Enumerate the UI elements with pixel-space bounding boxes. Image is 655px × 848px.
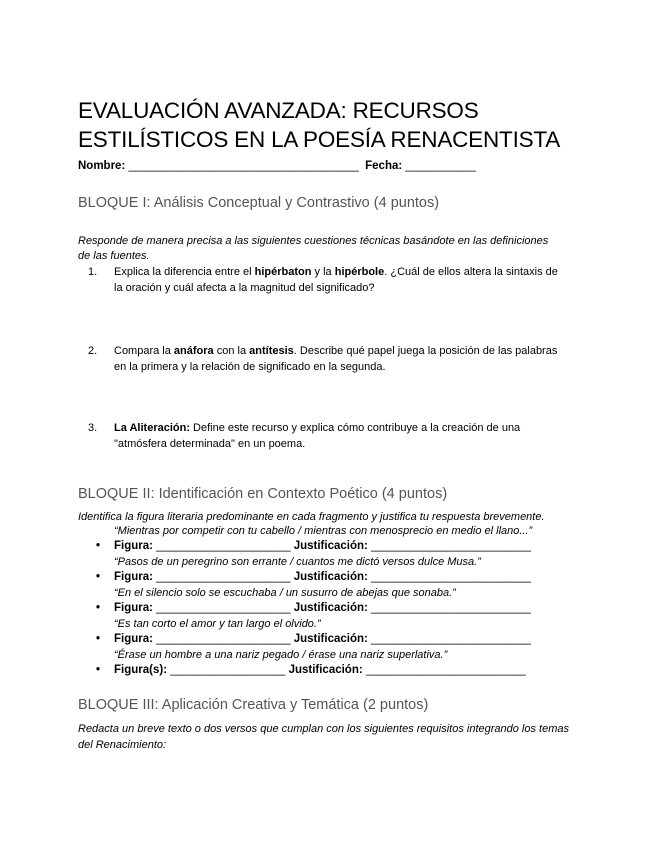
block2-heading: BLOQUE II: Identificación en Contexto Poético (4 puntos) [78, 486, 448, 502]
justificacion-blank[interactable]: _________________________ [371, 540, 531, 552]
poem-quote-1: “Mientras por competir con tu cabello / mientras con menosprecio en medio el llano...” [114, 525, 533, 537]
bullet-icon: • [96, 571, 101, 583]
figura-blank[interactable]: _____________________ [156, 602, 291, 614]
page-title: EVALUACIÓN AVANZADA: RECURSOS ESTILÍSTICOS EN LA POESÍA RENACENTISTA [78, 98, 561, 152]
poem-quote-4: “Es tan corto el amor y tan largo el olvido.” [114, 618, 321, 630]
block3-heading: BLOQUE III: Aplicación Creativa y Temática (2 puntos) [78, 697, 429, 713]
nombre-label: Nombre: [78, 160, 126, 172]
block2-instruction: Identifica la figura literaria predominante en cada fragmento y justifica tu respuesta brevemente. [78, 511, 545, 523]
answer-row-5: • Figura(s): __________________ Justificación: _________________________ [96, 664, 526, 676]
fecha-label: Fecha: [365, 160, 403, 172]
poem-quote-2: “Pasos de un peregrino son errante / cuantos me dictó versos dulce Musa.” [114, 556, 481, 568]
bullet-icon: • [96, 633, 101, 645]
poem-quote-3: “En el silencio solo se escuchaba / un susurro de abejas que sonaba.” [114, 587, 456, 599]
answer-row-1: • Figura: _____________________ Justificación: _________________________ [96, 540, 531, 552]
figura-blank[interactable]: _____________________ [156, 540, 291, 552]
bullet-icon: • [96, 602, 101, 614]
justificacion-blank[interactable]: _________________________ [371, 633, 531, 645]
poem-quote-5: “Érase un hombre a una nariz pegado / érase una nariz superlativa.” [114, 649, 448, 661]
question-text: Explica la diferencia entre el hipérbaton y la hipérbole. ¿Cuál de ellos altera la sintaxis de la oración y cuál afecta a la magnitud del significado? [114, 266, 558, 294]
nombre-blank[interactable]: ____________________________________ [128, 160, 359, 172]
question-number: 2. [88, 345, 98, 357]
fecha-blank[interactable]: ___________ [405, 160, 476, 172]
block1-heading: BLOQUE I: Análisis Conceptual y Contrastivo (4 puntos) [78, 195, 440, 211]
bullet-icon: • [96, 664, 101, 676]
block3-instruction: Redacta un breve texto o dos versos que cumplan con los siguientes requisitos integrando los temas del Renacimiento: [78, 723, 570, 751]
justificacion-blank[interactable]: _________________________ [365, 664, 526, 676]
figura-blank[interactable]: _____________________ [156, 571, 291, 583]
question-text: La Aliteración: Define este recurso y explica cómo contribuye a la creación de una "atmósfera determinada" en un poema. [114, 422, 521, 450]
justificacion-blank[interactable]: _________________________ [371, 571, 531, 583]
figura-blank[interactable]: __________________ [170, 664, 286, 676]
figura-blank[interactable]: _____________________ [156, 633, 291, 645]
question-text: Compara la anáfora con la antítesis. Describe qué papel juega la posición de las palabras en la primera y la relación de significado en la segunda. [114, 345, 558, 373]
answer-row-4: • Figura: _____________________ Justificación: _________________________ [96, 633, 531, 645]
block1-instruction: Responde de manera precisa a las siguientes cuestiones técnicas basándote en las definiciones de las fuentes. [78, 235, 549, 262]
bullet-icon: • [96, 540, 101, 552]
question-number: 3. [88, 422, 98, 434]
answer-row-3: • Figura: _____________________ Justificación: _________________________ [96, 602, 531, 614]
name-date-line [78, 160, 476, 172]
question-number: 1. [88, 266, 98, 278]
answer-row-2: • Figura: _____________________ Justificación: _________________________ [96, 571, 531, 583]
justificacion-blank[interactable]: _________________________ [371, 602, 531, 614]
